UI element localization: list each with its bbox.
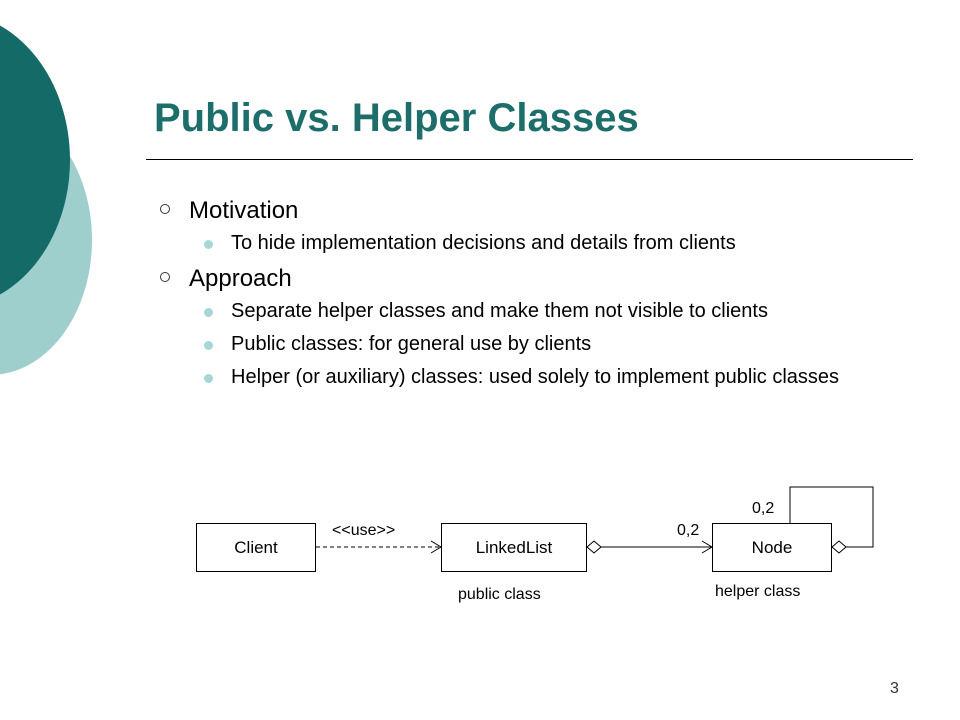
sub-bullet bbox=[158, 299, 898, 324]
sub-bullet-text: Separate helper classes and make them not visible to clients bbox=[231, 300, 768, 322]
hollow-circle-bullet-icon bbox=[160, 204, 170, 214]
bullet-heading: Approach bbox=[189, 265, 292, 292]
page-number: 3 bbox=[890, 680, 899, 697]
multiplicity-label: 0,2 bbox=[677, 522, 700, 539]
slide-title: Public vs. Helper Classes bbox=[154, 96, 639, 140]
sub-bullet bbox=[158, 231, 898, 256]
sub-bullet-text: Helper (or auxiliary) classes: used solely to implement public classes bbox=[231, 366, 840, 388]
sub-bullet bbox=[158, 365, 898, 390]
bullet-list bbox=[158, 196, 898, 398]
hollow-circle-bullet-icon bbox=[160, 272, 170, 282]
bullet-approach bbox=[158, 264, 898, 294]
aggregation-diamond-icon bbox=[832, 541, 846, 553]
linkedlist-class-name: LinkedList bbox=[475, 537, 553, 557]
bullet-motivation bbox=[158, 196, 898, 226]
decorative-shapes bbox=[0, 0, 120, 420]
use-stereotype-label: <<use>> bbox=[332, 522, 396, 539]
dot-bullet-icon bbox=[204, 308, 213, 317]
node-class-name: Node bbox=[751, 538, 793, 557]
node-class-box bbox=[712, 523, 832, 572]
open-arrowhead-icon bbox=[431, 541, 441, 553]
public-class-caption: public class bbox=[458, 586, 541, 603]
sub-bullet bbox=[158, 332, 898, 357]
dot-bullet-icon bbox=[204, 374, 213, 383]
sub-bullet-text: Public classes: for general use by clients bbox=[231, 333, 592, 355]
client-class-box bbox=[196, 523, 316, 572]
dot-bullet-icon bbox=[204, 240, 213, 249]
helper-class-caption: helper class bbox=[715, 583, 801, 600]
dot-bullet-icon bbox=[204, 341, 213, 350]
open-arrowhead-icon bbox=[702, 541, 712, 553]
bullet-heading: Motivation bbox=[189, 197, 299, 224]
linkedlist-class-box bbox=[441, 523, 587, 572]
aggregation-diamond-icon bbox=[587, 541, 601, 553]
self-multiplicity-label: 0,2 bbox=[752, 500, 775, 517]
sub-bullet-text: To hide implementation decisions and details from clients bbox=[231, 232, 736, 254]
client-class-name: Client bbox=[234, 537, 278, 557]
title-divider bbox=[146, 159, 913, 160]
